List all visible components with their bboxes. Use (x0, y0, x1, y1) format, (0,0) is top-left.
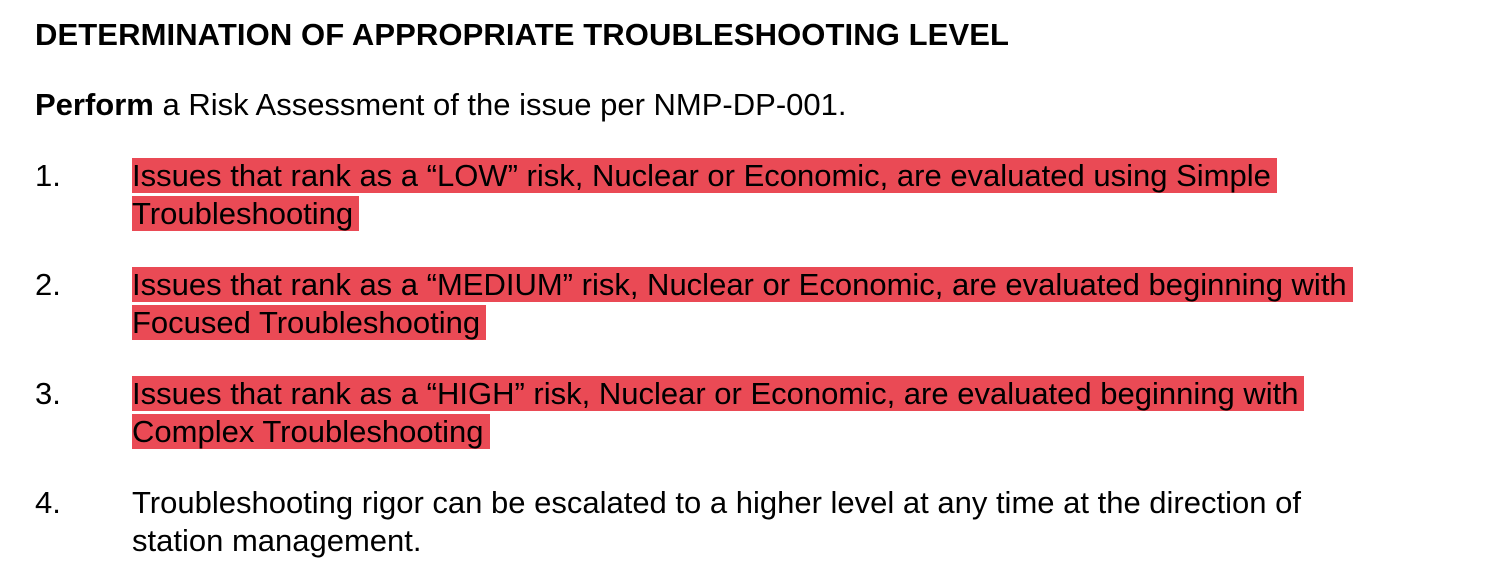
list-item-line: Troubleshooting rigor can be escalated to a higher level at any time at the direction of (132, 485, 1301, 520)
list-item-number: 3. (35, 376, 61, 411)
highlighted-line: Focused Troubleshooting (132, 305, 486, 340)
list-item-number: 1. (35, 158, 61, 193)
intro-paragraph (35, 86, 846, 124)
highlighted-line: Issues that rank as a “MEDIUM” risk, Nuclear or Economic, are evaluated beginning with (132, 267, 1353, 302)
highlighted-line: Troubleshooting (132, 196, 359, 231)
highlighted-line: Issues that rank as a “HIGH” risk, Nuclear or Economic, are evaluated beginning with (132, 376, 1304, 411)
intro-text: a Risk Assessment of the issue per NMP-DP-001. (153, 87, 847, 122)
list-item-text (132, 484, 1482, 560)
highlighted-line: Complex Troubleshooting (132, 414, 490, 449)
list-item-text (132, 157, 1482, 233)
list-item-text (132, 266, 1482, 342)
list-item-line: station management. (132, 523, 422, 558)
list-item-text (132, 375, 1482, 451)
intro-bold-lead: Perform (35, 87, 154, 122)
list-item-number: 2. (35, 267, 61, 302)
section-heading: DETERMINATION OF APPROPRIATE TROUBLESHOOTING LEVEL (35, 17, 1010, 52)
highlighted-line: Issues that rank as a “LOW” risk, Nuclear or Economic, are evaluated using Simple (132, 158, 1277, 193)
list-item-number: 4. (35, 485, 61, 520)
